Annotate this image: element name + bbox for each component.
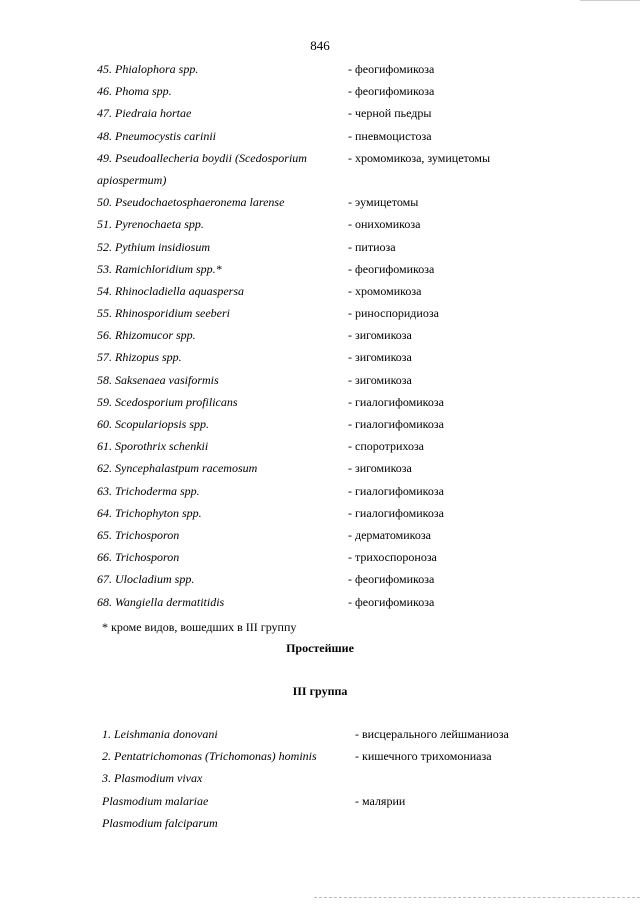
organism-name: 57. Rhizopus spp. bbox=[97, 350, 182, 365]
list-item bbox=[0, 217, 640, 239]
organism-name: 65. Trichosporon bbox=[97, 527, 180, 542]
organism-name: 1. Leishmania donovani bbox=[102, 727, 218, 741]
list-item bbox=[0, 550, 640, 572]
list-item bbox=[0, 749, 640, 771]
disease-name: - трихоспороноза bbox=[348, 550, 437, 565]
disease-name: - висцерального лейшманиоза bbox=[355, 727, 509, 741]
list-item bbox=[0, 262, 640, 284]
list-item bbox=[0, 129, 640, 151]
organism-name: 48. Pneumocystis carinii bbox=[97, 128, 216, 143]
organism-name: 59. Scedosporium profilicans bbox=[97, 394, 238, 409]
disease-name: - зигомикоза bbox=[348, 372, 412, 387]
list-item bbox=[0, 151, 640, 173]
organism-name: Plasmodium malariae bbox=[102, 793, 209, 808]
disease-name: - эумицетомы bbox=[348, 195, 419, 210]
disease-name: - пневмоцистоза bbox=[348, 128, 432, 143]
disease-name: - гиалогифомикоза bbox=[348, 483, 444, 498]
organism-name: apiospermum) bbox=[97, 172, 167, 187]
disease-name: - феогифомикоза bbox=[348, 572, 435, 587]
list-item bbox=[0, 195, 640, 217]
section-heading-protozoa: Простейшие bbox=[286, 641, 354, 655]
organism-name: 67. Ulocladium spp. bbox=[97, 572, 195, 587]
disease-name: - гиалогифомикоза bbox=[348, 505, 444, 520]
organism-name: 51. Pyrenochaeta spp. bbox=[97, 217, 204, 232]
list-item bbox=[0, 595, 640, 617]
disease-name: - онихомикоза bbox=[348, 217, 421, 232]
fungi-list bbox=[0, 62, 640, 617]
organism-name: 50. Pseudochaetosphaeronema larense bbox=[97, 195, 285, 210]
organism-name: 56. Rhizomucor spp. bbox=[97, 328, 196, 343]
list-item bbox=[0, 395, 640, 417]
organism-name: 68. Wangiella dermatitidis bbox=[97, 594, 225, 609]
organism-name: 61. Sporothrix schenkii bbox=[97, 439, 209, 454]
list-item bbox=[0, 727, 640, 749]
disease-name: - феогифомикоза bbox=[348, 594, 435, 609]
disease-name: - дерматомикоза bbox=[348, 527, 431, 542]
organism-name: 52. Pythium insidiosum bbox=[97, 239, 210, 254]
list-item bbox=[0, 506, 640, 528]
disease-name: - споротрихоза bbox=[348, 439, 425, 454]
organism-name: 62. Syncephalastpum racemosum bbox=[97, 461, 258, 476]
list-item bbox=[0, 373, 640, 395]
organism-name: 60. Scopulariopsis spp. bbox=[97, 417, 210, 431]
section-heading-group: III группа bbox=[292, 684, 348, 698]
organism-name: 53. Ramichloridium spp.* bbox=[97, 261, 222, 276]
organism-name: 63. Trichoderma spp. bbox=[97, 483, 200, 498]
organism-name: 45. Phialophora spp. bbox=[97, 62, 199, 76]
organism-name: 2. Pentatrichomonas (Trichomonas) hominis bbox=[102, 749, 317, 764]
list-item bbox=[0, 794, 640, 816]
list-item bbox=[0, 816, 640, 838]
list-item bbox=[0, 528, 640, 550]
list-item bbox=[0, 350, 640, 372]
disease-name: - риноспоридиоза bbox=[348, 306, 439, 321]
organism-name: 3. Plasmodium vivax bbox=[102, 771, 203, 786]
disease-name: - зигомикоза bbox=[348, 328, 412, 343]
list-item bbox=[0, 284, 640, 306]
disease-name: - зигомикоза bbox=[348, 461, 412, 476]
organism-name: 55. Rhinosporidium seeberi bbox=[97, 306, 230, 321]
list-item bbox=[0, 417, 640, 439]
list-item bbox=[0, 484, 640, 506]
organism-name: 66. Trichosporon bbox=[97, 550, 180, 565]
list-item bbox=[0, 572, 640, 594]
page-number: 846 bbox=[310, 38, 330, 53]
list-item bbox=[0, 84, 640, 106]
disease-name: - хромомикоза, зумицетомы bbox=[348, 150, 491, 165]
organism-name: 54. Rhinocladiella aquaspersa bbox=[97, 283, 244, 298]
list-item bbox=[0, 106, 640, 128]
organism-name: 49. Pseudoallecheria boydii (Scedosporium bbox=[97, 150, 307, 165]
list-item bbox=[0, 240, 640, 262]
disease-name: - гиалогифомикоза bbox=[348, 417, 444, 431]
disease-name: - феогифомикоза bbox=[348, 84, 435, 99]
disease-name: - кишечного трихомониаза bbox=[355, 749, 492, 764]
protozoa-list bbox=[0, 727, 640, 838]
organism-name: 46. Phoma spp. bbox=[97, 84, 172, 99]
disease-name: - гиалогифомикоза bbox=[348, 394, 444, 409]
organism-name: 47. Piedraia hortae bbox=[97, 106, 192, 121]
list-item bbox=[0, 62, 640, 84]
scan-edge-mark bbox=[314, 897, 640, 898]
list-item bbox=[0, 461, 640, 483]
organism-name: 64. Trichophyton spp. bbox=[97, 505, 202, 520]
list-item bbox=[0, 771, 640, 793]
disease-name: - хромомикоза bbox=[348, 283, 422, 298]
disease-name: - черной пьедры bbox=[348, 106, 432, 121]
disease-name: - феогифомикоза bbox=[348, 62, 435, 76]
disease-name: - феогифомикоза bbox=[348, 261, 435, 276]
list-item bbox=[0, 173, 640, 195]
list-item bbox=[0, 328, 640, 350]
list-item bbox=[0, 306, 640, 328]
disease-name: - малярии bbox=[355, 793, 406, 808]
list-item bbox=[0, 439, 640, 461]
scan-edge-mark bbox=[580, 0, 640, 1]
organism-name: 58. Saksenaea vasiformis bbox=[97, 372, 219, 387]
footnote: * кроме видов, вошедших в III группу bbox=[102, 620, 297, 634]
organism-name: Plasmodium falciparum bbox=[102, 815, 218, 830]
disease-name: - питиоза bbox=[348, 239, 396, 254]
disease-name: - зигомикоза bbox=[348, 350, 412, 365]
